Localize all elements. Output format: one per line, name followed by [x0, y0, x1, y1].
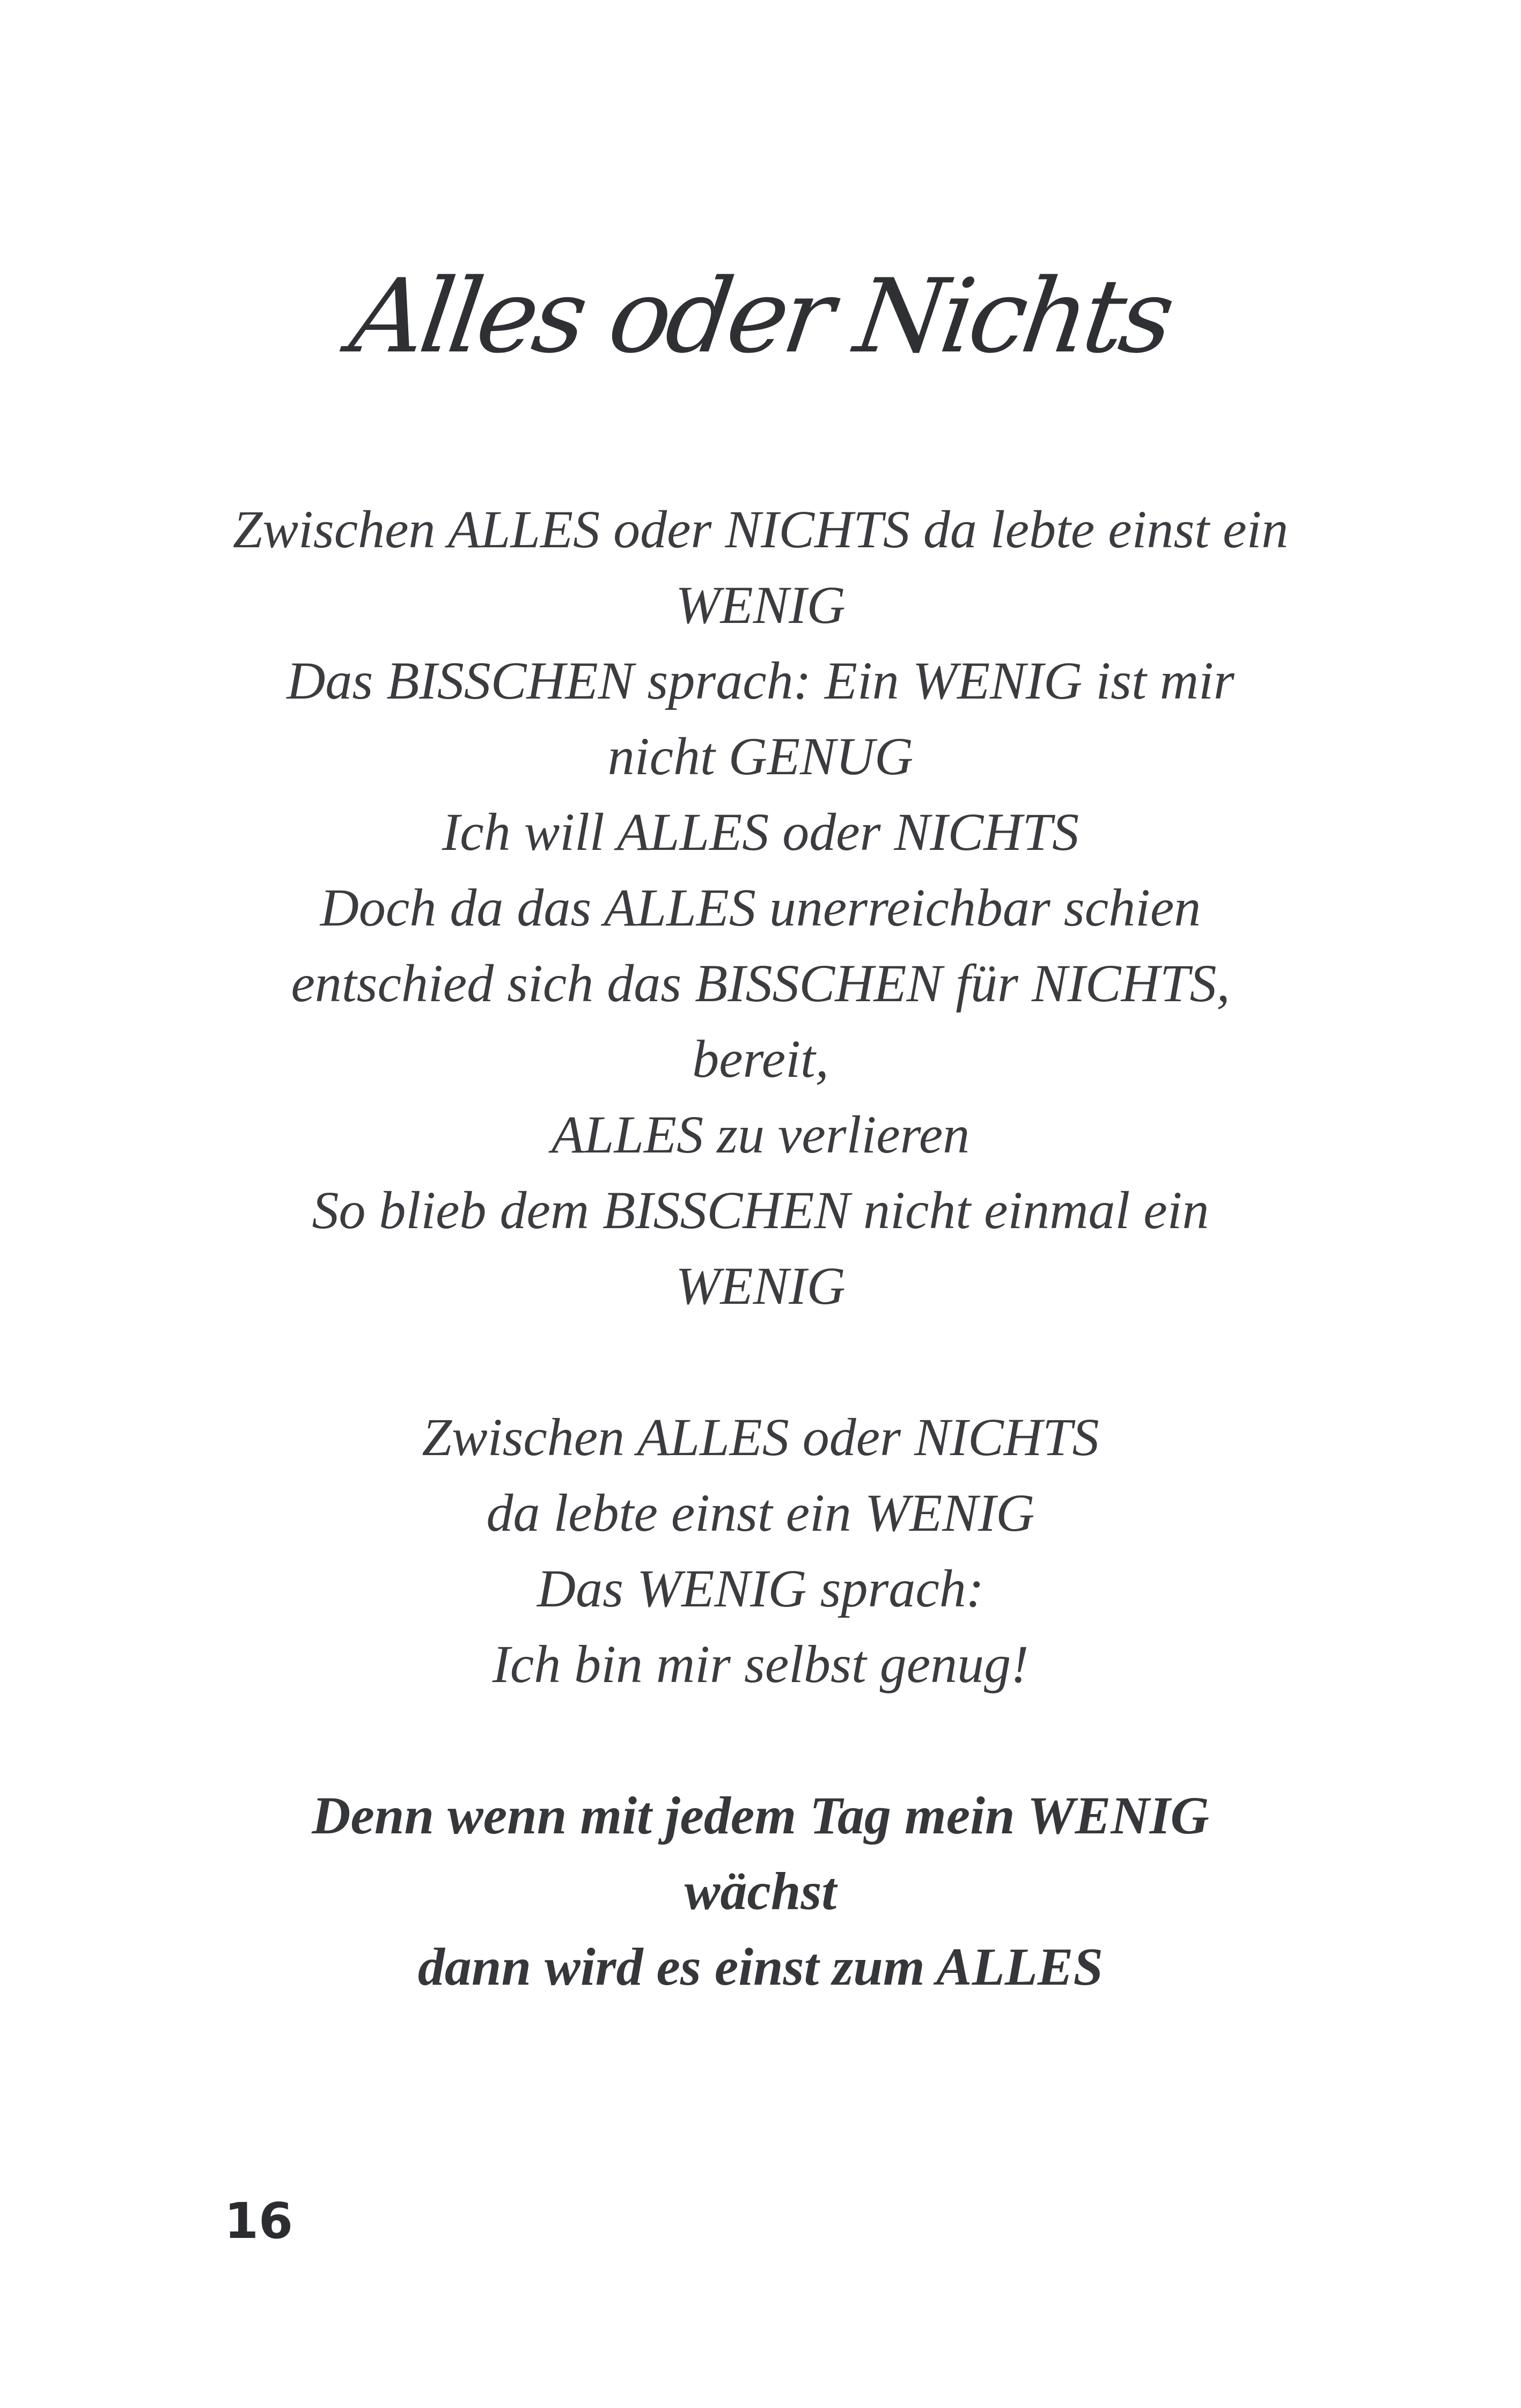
- poem-line: WENIG: [675, 575, 846, 635]
- poem-line: So blieb dem BISSCHEN nicht einmal ein: [312, 1180, 1209, 1240]
- poem-line-emphasis: Denn wenn mit jedem Tag mein WENIG: [312, 1786, 1209, 1845]
- poem-line-emphasis: dann wird es einst zum ALLES: [417, 1937, 1104, 1996]
- poem-line: Das BISSCHEN sprach: Ein WENIG ist mir: [286, 651, 1235, 710]
- poem-line: Doch da das ALLES unerreichbar schien: [320, 878, 1201, 937]
- poem-line-emphasis: wächst: [684, 1861, 837, 1921]
- poem-line: Ich bin mir selbst genug!: [492, 1634, 1029, 1694]
- poem-line: Ich will ALLES oder NICHTS: [442, 802, 1079, 862]
- poem-title: Alles oder Nichts: [343, 257, 1178, 376]
- poem-line: ALLES zu verlieren: [551, 1105, 970, 1164]
- poem-line: bereit,: [692, 1029, 829, 1089]
- poem-line: WENIG: [675, 1256, 846, 1316]
- poem-line: da lebte einst ein WENIG: [486, 1483, 1035, 1543]
- poem-line: Zwischen ALLES oder NICHTS: [422, 1407, 1099, 1467]
- poem-line: nicht GENUG: [607, 726, 914, 786]
- page-number: 16: [224, 2192, 293, 2250]
- poem-line: Zwischen ALLES oder NICHTS da lebte einst ein: [232, 500, 1289, 559]
- poem-line: entschied sich das BISSCHEN für NICHTS,: [291, 953, 1230, 1013]
- poem-line: Das WENIG sprach:: [537, 1559, 984, 1618]
